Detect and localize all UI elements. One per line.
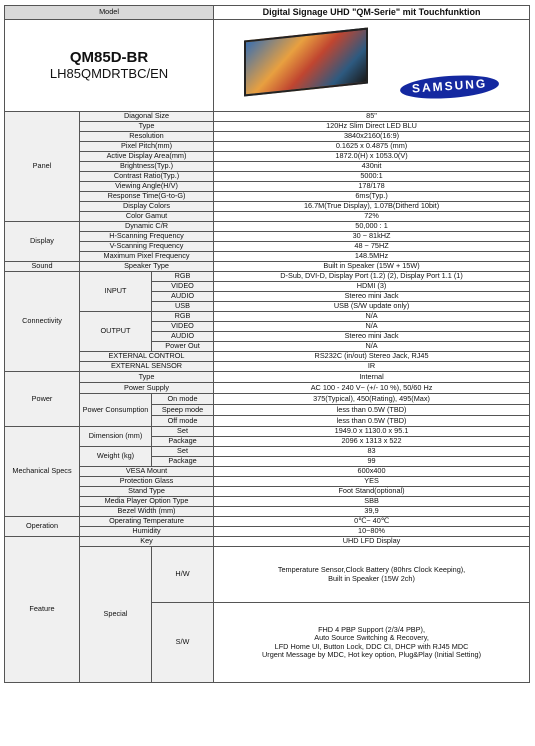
spec-label: Power Out	[152, 342, 214, 352]
dimension-label: Dimension (mm)	[80, 427, 152, 447]
spec-value: HDMI (3)	[214, 282, 530, 292]
spec-value: 178/178	[214, 182, 530, 192]
spec-label: Resolution	[80, 132, 214, 142]
spec-value: Stereo mini Jack	[214, 292, 530, 302]
spec-label: Viewing Angle(H/V)	[80, 182, 214, 192]
section-panel: Panel	[5, 112, 80, 222]
sw-line: FHD 4 PBP Support (2/3/4 PBP),	[318, 624, 425, 634]
spec-label: Package	[152, 437, 214, 447]
spec-label: Package	[152, 457, 214, 467]
spec-label: VIDEO	[152, 282, 214, 292]
section-sound: Sound	[5, 262, 80, 272]
section-mechanical: Mechanical Specs	[5, 427, 80, 517]
spec-label: Media Player Option Type	[80, 497, 214, 507]
hw-value	[214, 547, 530, 603]
weight-label: Weight (kg)	[80, 447, 152, 467]
spec-label: Active Display Area(mm)	[80, 152, 214, 162]
product-image	[244, 27, 368, 96]
spec-label: Pixel Pitch(mm)	[80, 142, 214, 152]
spec-value: D-Sub, DVI-D, Display Port (1.2) (2), Display Port 1.1 (1)	[214, 272, 530, 282]
section-connectivity: Connectivity	[5, 272, 80, 372]
spec-value: 600x400	[214, 467, 530, 477]
hw-label: H/W	[152, 547, 214, 603]
spec-label: RGB	[152, 272, 214, 282]
spec-label: Bezel Width (mm)	[80, 507, 214, 517]
section-operation: Operation	[5, 517, 80, 537]
hw-line: Built in Speaker (15W 2ch)	[328, 573, 415, 583]
spec-value: USB (S/W update only)	[214, 302, 530, 312]
spec-value: 99	[214, 457, 530, 467]
spec-label: Dynamic C/R	[80, 222, 214, 232]
spec-value: 50,000 : 1	[214, 222, 530, 232]
spec-label: AUDIO	[152, 332, 214, 342]
spec-value: SBB	[214, 497, 530, 507]
spec-value: 5000:1	[214, 172, 530, 182]
spec-label: Set	[152, 427, 214, 437]
sw-line: Auto Source Switching & Recovery,	[314, 633, 429, 643]
spec-label: On mode	[152, 394, 214, 405]
spec-value: 83	[214, 447, 530, 457]
spec-value: 10~80%	[214, 527, 530, 537]
special-label: Special	[80, 547, 152, 683]
spec-label: Brightness(Typ.)	[80, 162, 214, 172]
sw-label: S/W	[152, 603, 214, 683]
spec-label: EXTERNAL CONTROL	[80, 352, 214, 362]
spec-label: Speaker Type	[80, 262, 214, 272]
spec-value: 1872.0(H) x 1053.0(V)	[214, 152, 530, 162]
spec-value: less than 0.5W (TBD)	[214, 405, 530, 416]
section-power: Power	[5, 372, 80, 427]
spec-label: Stand Type	[80, 487, 214, 497]
page-title: Digital Signage UHD "QM-Serie" mit Touchfunktion	[214, 6, 530, 20]
sw-line: LFD Home UI, Button Lock, DDC CI, DHCP with RJ45 MDC	[274, 641, 469, 651]
spec-value: UHD LFD Display	[214, 537, 530, 547]
model-cell	[5, 20, 214, 112]
spec-label: EXTERNAL SENSOR	[80, 362, 214, 372]
model-name: QM85D-BR	[69, 49, 149, 67]
model-label: Model	[5, 6, 214, 20]
input-group-label: INPUT	[80, 272, 152, 312]
spec-value: 3840x2160(16:9)	[214, 132, 530, 142]
spec-table	[4, 5, 530, 683]
spec-label: Color Gamut	[80, 212, 214, 222]
hw-line: Temperature Sensor,Clock Battery (80hrs Clock Keeping),	[277, 565, 466, 575]
spec-value: 120Hz Slim Direct LED BLU	[214, 122, 530, 132]
model-code: LH85QMDRTBC/EN	[49, 65, 169, 81]
spec-label: Maximum Pixel Frequency	[80, 252, 214, 262]
spec-label: Speep mode	[152, 405, 214, 416]
spec-label: VIDEO	[152, 322, 214, 332]
sw-line: Urgent Message by MDC, Hot key option, Plug&Play (Initial Setting)	[262, 649, 482, 659]
spec-value: 430nit	[214, 162, 530, 172]
spec-value: 0℃~ 40℃	[214, 517, 530, 527]
spec-label: Set	[152, 447, 214, 457]
spec-label: Diagonal Size	[80, 112, 214, 122]
spec-value: N/A	[214, 322, 530, 332]
spec-label: Power Supply	[80, 383, 214, 394]
spec-value: 375(Typical), 450(Rating), 495(Max)	[214, 394, 530, 405]
spec-value: 72%	[214, 212, 530, 222]
spec-value: 48 ~ 75HZ	[214, 242, 530, 252]
product-banner	[214, 20, 530, 112]
spec-label: USB	[152, 302, 214, 312]
spec-label: VESA Mount	[80, 467, 214, 477]
spec-label: Humidity	[80, 527, 214, 537]
sw-value	[214, 603, 530, 683]
spec-value: 85"	[214, 112, 530, 122]
spec-value: YES	[214, 477, 530, 487]
spec-value: 1949.0 x 1130.0 x 95.1	[214, 427, 530, 437]
section-display: Display	[5, 222, 80, 262]
spec-value: 6ms(Typ.)	[214, 192, 530, 202]
spec-value: N/A	[214, 342, 530, 352]
spec-label: Key	[80, 537, 214, 547]
spec-value: N/A	[214, 312, 530, 322]
spec-value: Built in Speaker (15W + 15W)	[214, 262, 530, 272]
samsung-logo: SAMSUNG	[399, 72, 500, 101]
spec-label: Type	[80, 372, 214, 383]
spec-label: Off mode	[152, 416, 214, 427]
spec-value: 30 ~ 81kHZ	[214, 232, 530, 242]
spec-label: Operating Temperature	[80, 517, 214, 527]
spec-label: Display Colors	[80, 202, 214, 212]
spec-label: Type	[80, 122, 214, 132]
spec-label: RGB	[152, 312, 214, 322]
spec-value: RS232C (in/out) Stereo Jack, RJ45	[214, 352, 530, 362]
spec-label: V-Scanning Frequency	[80, 242, 214, 252]
spec-value: 148.5MHz	[214, 252, 530, 262]
spec-value: 0.1625 x 0.4875 (mm)	[214, 142, 530, 152]
spec-label: H-Scanning Frequency	[80, 232, 214, 242]
spec-value: 39,9	[214, 507, 530, 517]
spec-value: AC 100 - 240 V~ (+/- 10 %), 50/60 Hz	[214, 383, 530, 394]
spec-value: Internal	[214, 372, 530, 383]
spec-value: Foot Stand(optional)	[214, 487, 530, 497]
spec-value: less than 0.5W (TBD)	[214, 416, 530, 427]
section-feature: Feature	[5, 537, 80, 683]
spec-label: Protection Glass	[80, 477, 214, 487]
spec-label: Contrast Ratio(Typ.)	[80, 172, 214, 182]
spec-value: IR	[214, 362, 530, 372]
output-group-label: OUTPUT	[80, 312, 152, 352]
power-consumption-label: Power Consumption	[80, 394, 152, 427]
spec-value: 16.7M(True Display), 1.07B(Ditherd 10bit)	[214, 202, 530, 212]
spec-value: 2096 x 1313 x 522	[214, 437, 530, 447]
spec-label: AUDIO	[152, 292, 214, 302]
spec-value: Stereo mini Jack	[214, 332, 530, 342]
spec-sheet	[4, 5, 529, 683]
spec-label: Response Time(G-to-G)	[80, 192, 214, 202]
